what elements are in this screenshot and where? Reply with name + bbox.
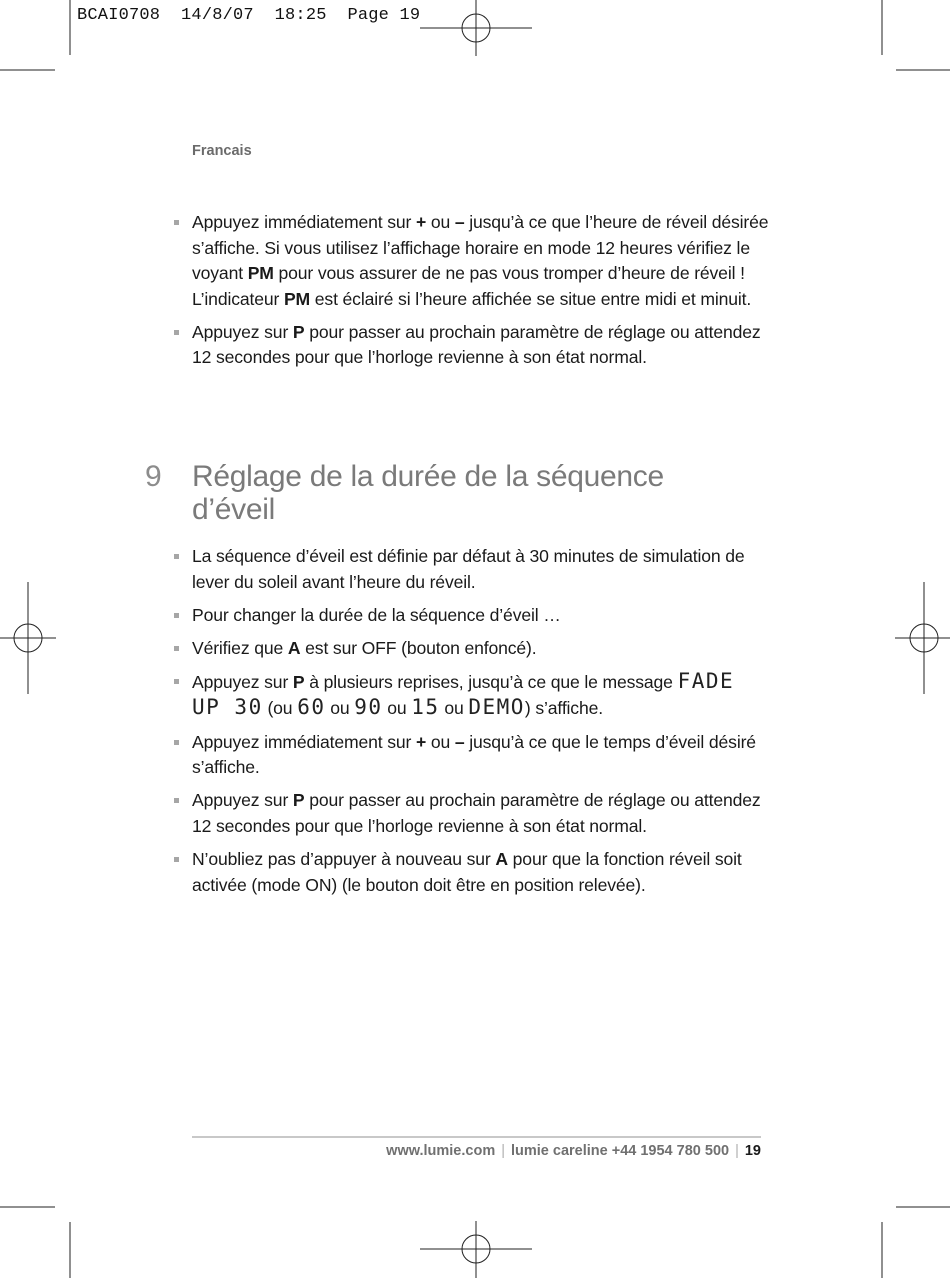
section-number: 9: [145, 460, 162, 493]
bold-term: A: [495, 848, 508, 869]
list-item: Appuyez immédiatement sur + ou – jusqu’à ce que le temps d’éveil désiré s’affiche.: [192, 730, 772, 781]
instruction-list-2: [192, 544, 772, 906]
list-item: Vérifiez que A est sur OFF (bouton enfoncé).: [192, 636, 772, 662]
bold-term: PM: [283, 288, 311, 309]
bold-term: –: [454, 731, 465, 752]
bold-term: P: [292, 790, 305, 811]
footer-careline: lumie careline +44 1954 780 500: [511, 1143, 730, 1159]
bold-term: A: [287, 637, 301, 658]
list-item: Appuyez sur P à plusieurs reprises, jusqu’à ce que le message FADE UP 30 (ou 60 ou 90 ou 15 ou DEMO) s’affiche.: [192, 669, 772, 722]
footer-rule: [192, 1136, 761, 1138]
lcd-display-text: 15: [411, 695, 440, 720]
lcd-display-text: 60: [297, 695, 326, 720]
lcd-display-text: FADE UP 30: [192, 668, 735, 720]
bold-term: –: [454, 212, 465, 232]
bold-term: PM: [247, 263, 274, 284]
list-item: Pour changer la durée de la séquence d’éveil …: [192, 603, 772, 629]
list-item: Appuyez sur P pour passer au prochain paramètre de réglage ou attendez 12 secondes pour que l’horloge revienne à son état normal.: [192, 320, 772, 371]
list-item: Appuyez sur P pour passer au prochain paramètre de réglage ou attendez 12 secondes pour que l’horloge revienne à son état normal.: [192, 788, 772, 839]
section-heading: Réglage de la durée de la séquence d’éveil: [192, 460, 664, 526]
lcd-display-text: DEMO: [468, 695, 525, 720]
page-number: 19: [744, 1143, 761, 1159]
instruction-list-1: [192, 210, 772, 379]
bold-term: +: [415, 212, 427, 232]
footer-website: www.lumie.com: [386, 1143, 496, 1159]
footer-separator: |: [501, 1143, 505, 1159]
bold-term: +: [415, 731, 427, 752]
bold-term: P: [292, 671, 305, 692]
list-item: La séquence d’éveil est définie par défaut à 30 minutes de simulation de lever du soleil avant l’heure du réveil.: [192, 544, 772, 595]
lcd-display-text: 90: [354, 695, 383, 720]
footer-separator: |: [735, 1143, 739, 1159]
list-item: Appuyez immédiatement sur + ou – jusqu’à ce que l’heure de réveil désirée s’affiche. Si vous utilisez l’affichage horaire en mode 12 heures vérifiez le voyant PM pour vous assurer de ne pas vous tromper d’heure de réveil ! L’indicateur PM est éclairé si l’heure affichée se situe entre midi et minuit.: [192, 210, 772, 312]
language-label: Francais: [192, 143, 252, 159]
print-slug: BCAI0708 14/8/07 18:25 Page 19: [77, 6, 421, 25]
page-footer: [386, 1143, 761, 1159]
bold-term: P: [292, 321, 305, 342]
list-item: N’oubliez pas d’appuyer à nouveau sur A pour que la fonction réveil soit activée (mode ON) (le bouton doit être en position relevée).: [192, 847, 772, 898]
